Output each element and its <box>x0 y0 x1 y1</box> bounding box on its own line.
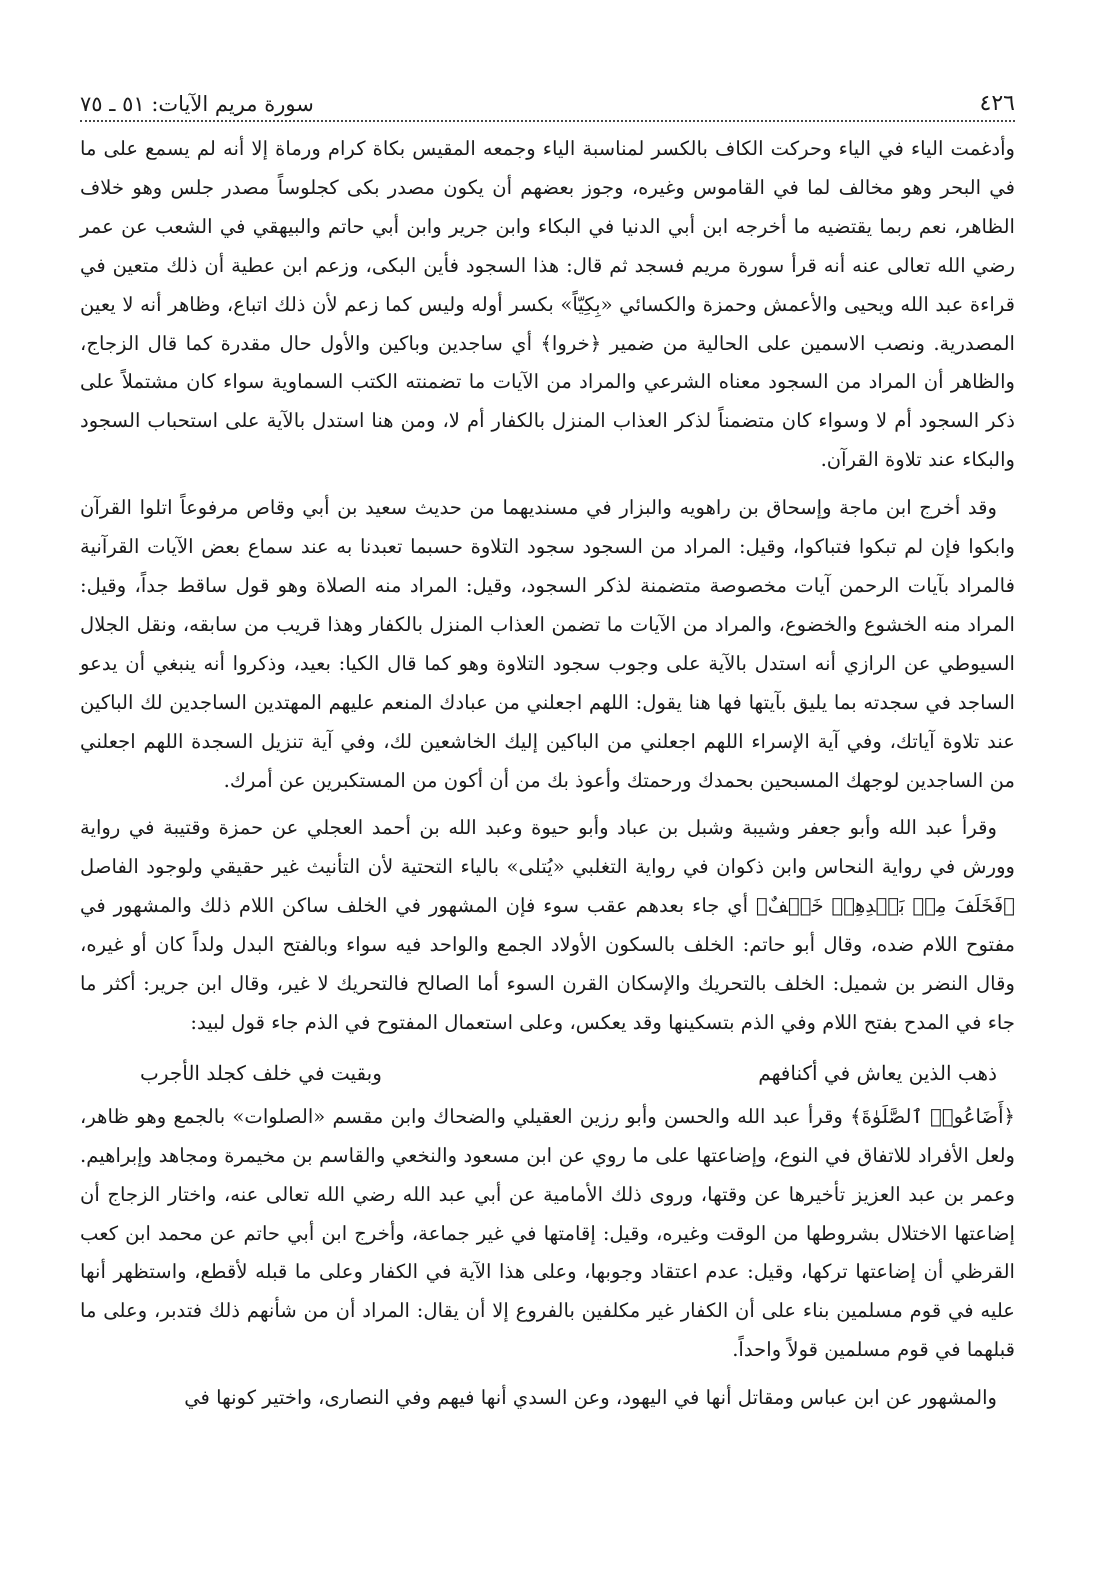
paragraph: والمشهور عن ابن عباس ومقاتل أنها في اليهود، وعن السدي أنها فيهم وفي النصارى، واختير كونها في <box>184 1386 997 1410</box>
verse-first-hemistich: ذهب الذين يعاش في أكنافهم <box>758 1060 997 1085</box>
paragraph: وقد أخرج ابن ماجة وإسحاق بن راهويه والبزار في مسنديهما من حديث سعيد بن أبي وقاص مرفوعاً اتلوا القرآن وابكوا فإن لم تبكوا فتباكوا، وقيل: المراد من السجود سجود التلاوة حسبما تعبدنا به عند سماع بعض الآيات القرآنية فالمراد بآيات الرحمن آيات مخصوصة متضمنة لذكر السجود، وقيل: المراد منه الصلاة وهو قول ساقط جداً، وقيل: المراد منه الخشوع والخضوع، والمراد من الآيات ما تضمن العذاب المنزل بالكفار وهذا قريب من سابقه، ونقل الجلال السيوطي عن الرازي أنه استدل بالآية على وجوب سجود التلاوة وهو كما قال الكيا: بعيد، وذكروا أنه ينبغي أن يدعو الساجد في سجدته بما يليق بآيتها فها هنا يقول: اللهم اجعلني من عبادك المنعم عليهم المهتدين الساجدين لك الباكين عند تلاوة آياتك، وفي آية الإسراء اللهم اجعلني من الباكين إليك الخاشعين لك، وفي آية تنزيل السجدة اللهم اجعلني من الساجدين لوجهك المسبحين بحمدك ورحمتك وأعوذ بك من أن أكون من المستكبرين عن أمرك. <box>80 496 1015 792</box>
page-number: ٤٢٦ <box>979 91 1015 116</box>
verse-second-hemistich: وبقيت في خلف كجلد الأجرب <box>140 1060 382 1085</box>
poetry-verse <box>80 1052 1015 1098</box>
paragraph: وقرأ عبد الله وأبو جعفر وشيبة وشبل بن عباد وأبو حيوة وعبد الله بن أحمد العجلي عن حمزة وقتيبة في رواية وورش في رواية النحاس وابن ذكوان في رواية التغلبي «يُتلى» بالياء التحتية لأن التأنيث غير حقيقي ولوجود الفاصل ﴿فَخَلَفَ مِنۢ بَعۡدِهِمۡ خَلۡفٌ﴾ أي جاء بعدهم عقب سوء فإن المشهور في الخلف ساكن اللام ذلك والمشهور في مفتوح اللام ضده، وقال أبو حاتم: الخلف بالسكون الأولاد الجمع والواحد فيه سواء وبالفتح البدل ولداً كان أو غيره، وقال النضر بن شميل: الخلف بالتحريك والإسكان القرن السوء أما الصالح فالتحريك لا غير، وقال ابن جرير: أكثر ما جاء في المدح بفتح اللام وفي الذم بتسكينها وقد يعكس، وعلى استعمال المفتوح في الذم جاء قول لبيد: <box>80 816 1015 1034</box>
paragraph: وأدغمت الياء في الياء وحركت الكاف بالكسر لمناسبة الياء وجمعه المقيس بكاة كرام ورماة إلا أنه لم يسمع على ما في البحر وهو مخالف لما في القاموس وغيره، وجوز بعضهم أن يكون مصدر بكى كجلوساً مصدر جلس وهو خلاف الظاهر، نعم ربما يقتضيه ما أخرجه ابن أبي الدنيا في البكاء وابن جرير وابن أبي حاتم والبيهقي في الشعب عن عمر رضي الله تعالى عنه أنه قرأ سورة مريم فسجد ثم قال: هذا السجود فأين البكى، وزعم ابن عطية أن ذلك متعين في قراءة عبد الله ويحيى والأعمش وحمزة والكسائي «بِكِيّاً» بكسر أوله وليس كما زعم لأن ذلك اتباع، وظاهر أنه لا يعين المصدرية. ونصب الاسمين على الحالية من ضمير ﴿خروا﴾ أي ساجدين وباكين والأول حال مقدرة كما قال الزجاج، والظاهر أن المراد من السجود معناه الشرعي والمراد من الآيات ما تضمنته الكتب السماوية سواء كان مشتملاً على ذكر السجود أم لا وسواء كان متضمناً لذكر العذاب المنزل بالكفار أم لا، ومن هنا استدل بالآية على استحباب السجود والبكاء عند تلاوة القرآن. <box>80 137 1015 472</box>
running-header <box>80 90 1015 122</box>
book-page <box>80 90 1015 1427</box>
paragraph: ﴿أَضَاعُوا۟ ٱلصَّلَوٰةَ﴾ وقرأ عبد الله والحسن وأبو رزين العقيلي والضحاك وابن مقسم «الصلوات» بالجمع وهو ظاهر، ولعل الأفراد للاتفاق في النوع، وإضاعتها على ما روي عن ابن مسعود والنخعي والقاسم بن مخيمرة ومجاهد وإبراهيم. وعمر بن عبد العزيز تأخيرها عن وقتها، وروى ذلك الأمامية عن أبي عبد الله رضي الله تعالى عنه، واختار الزجاج أن إضاعتها الاختلال بشروطها من الوقت وغيره، وقيل: إقامتها في غير جماعة، وأخرج ابن أبي حاتم عن محمد ابن كعب القرظي أن إضاعتها تركها، وقيل: عدم اعتقاد وجوبها، وعلى هذا الآية في الكفار وعلى ما قبله لأقطع، واستظهر أنها عليه في قوم مسلمين بناء على أن الكفار غير مكلفين بالفروع إلا أن يقال: المراد أن من شأنهم ذلك فتدبر، وعلى ما قبلهما في قوم مسلمين قولاً واحداً. <box>80 1104 1015 1362</box>
chapter-title: سورة مريم الآيات: ٥١ ـ ٧٥ <box>80 92 314 116</box>
main-text <box>80 130 1015 1418</box>
